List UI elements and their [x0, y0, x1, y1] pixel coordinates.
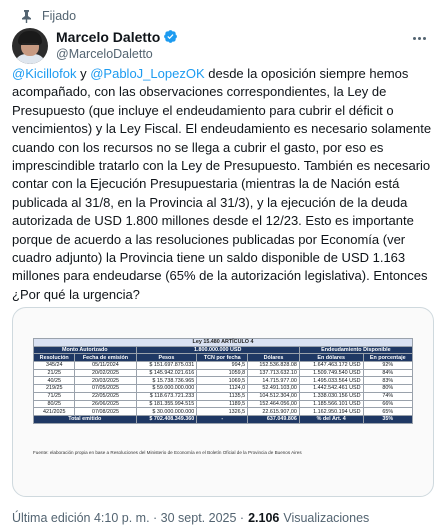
tweet-text: [12, 65, 434, 304]
tweet-body: desde la oposición siempre hemos acompañado, con las observaciones correspondientes, la Ley de Presupuesto (que incluye el endeudamiento para cubrir el déficit o vencimientos) y la Ley Fiscal. El endeudamiento es necesario solamente cuando con los recursos no se llega a cubrir el gasto, por eso es imprescindible tratarlo con la Ley de Presupuesto. También es necesario contar con la Ejecución Presupuestaria (mientras la de Nación está publicada al 31/8, en la Provincia al 31/3), y la ejecución de la deuda autorizada de USD 1.800 millones desde el 12/23. Esto es importante porque de acuerdo a las resoluciones publicadas por Economía (ver cuadro adjunto) la Provincia tiene un saldo disponible de USD 1.163 millones para endeudarse (65% de la autorización legislativa). Entonces ¿Por qué la urgencia?: [12, 66, 432, 302]
table-cell: 52.491.103,00: [248, 385, 300, 393]
table-cell: 637.049.806: [248, 415, 300, 423]
table-group-endeudamiento: Endeudamiento Disponible: [299, 346, 412, 354]
table-cell: Total emitido: [34, 415, 137, 423]
table-header: Fecha de emisión: [75, 354, 136, 362]
tweet-footer: [12, 511, 369, 525]
table-cell: 21/25: [34, 369, 75, 377]
table-cell: 1.185.566.101 USD: [299, 400, 363, 408]
table-row: [34, 408, 413, 416]
table-cell: 05/11/2024: [75, 362, 136, 370]
tweet-connector: y: [76, 66, 91, 81]
table-cell: 1.647.463.172 USD: [299, 362, 363, 370]
table-cell: 80/25: [34, 400, 75, 408]
table-cell: 35%: [363, 415, 413, 423]
table-group-monto: Monto Autorizado: [34, 346, 137, 354]
table-cell: 345/24: [34, 362, 75, 370]
table-cell: 152.464.056,00: [248, 400, 300, 408]
mention-kicillof[interactable]: @Kicillofok: [12, 66, 77, 81]
table-row: [34, 392, 413, 400]
pinned-label: Fijado: [42, 9, 77, 23]
table-title: Ley 15.480 ARTÍCULO 4: [34, 339, 413, 347]
table-header: Pesos: [136, 354, 197, 362]
table-cell: 1326,5: [197, 408, 248, 416]
table-group-monto-value: 1.800.000.000 USD: [136, 346, 299, 354]
table-cell: 1.442.542.461 USD: [299, 385, 363, 393]
table-cell: 07/08/2025: [75, 408, 136, 416]
table-cell: 14.715.977.00: [248, 377, 300, 385]
mention-pablo-lopez[interactable]: @PabloJ_LopezOK: [90, 66, 205, 81]
table-header: TCN por fecha: [197, 354, 248, 362]
table-cell: 1.495.033.564 USD: [299, 377, 363, 385]
table-cell: $ 118.673.721.233: [136, 392, 197, 400]
more-options-icon[interactable]: [407, 28, 431, 48]
table-row: [34, 377, 413, 385]
table-header: Dólares: [248, 354, 300, 362]
table-cell: -: [197, 415, 248, 423]
table-cell: $ 15.738.736.965: [136, 377, 197, 385]
table-header: Resolución: [34, 354, 75, 362]
table-row: [34, 385, 413, 393]
avatar[interactable]: [12, 28, 48, 64]
author-handle[interactable]: @MarceloDaletto: [56, 47, 153, 61]
views-label: Visualizaciones: [283, 511, 370, 525]
table-row: [34, 369, 413, 377]
table-cell: $ 59.000.000.000: [136, 385, 197, 393]
table-cell: 74%: [363, 392, 413, 400]
views-count: 2.106: [248, 511, 280, 525]
table-cell: 83%: [363, 377, 413, 385]
table-cell: % del Art. 4: [299, 415, 363, 423]
table-cell: $ 181.355.994.515: [136, 400, 197, 408]
table-cell: 65%: [363, 408, 413, 416]
table-cell: 421/2025: [34, 408, 75, 416]
attached-image[interactable]: [12, 307, 434, 497]
table-source-note: Fuente: elaboración propia en base a Resoluciones del Ministerio de Economía en el Boletín Oficial de la Provincia de Buenos Aires: [33, 450, 302, 455]
table-cell: 1069,5: [197, 377, 248, 385]
pin-icon: [20, 9, 32, 23]
table-cell: 994,5: [197, 362, 248, 370]
table-cell: 1189,5: [197, 400, 248, 408]
table-cell: 92%: [363, 362, 413, 370]
author-block: [56, 28, 178, 61]
table-cell: 104.512.304,00: [248, 392, 300, 400]
table-row: [34, 362, 413, 370]
table-cell: 1059,8: [197, 369, 248, 377]
table-cell: 26/06/2025: [75, 400, 136, 408]
table-cell: 20/02/2025: [75, 369, 136, 377]
table-cell: 07/05/2025: [75, 385, 136, 393]
table-cell: $ 151.697.875.031: [136, 362, 197, 370]
table-cell: 80%: [363, 385, 413, 393]
table-cell: $ 30.000.000.000: [136, 408, 197, 416]
table-cell: 1.338.030.156 USD: [299, 392, 363, 400]
table-row: [34, 400, 413, 408]
author-name[interactable]: Marcelo Daletto: [56, 28, 161, 45]
table-cell: 137.713.632.10: [248, 369, 300, 377]
table-total-row: [34, 415, 413, 423]
table-cell: 20/03/2025: [75, 377, 136, 385]
table-cell: 66%: [363, 400, 413, 408]
table-cell: $ 145.942.021.616: [136, 369, 197, 377]
verified-badge-icon: [163, 29, 178, 44]
pinned-indicator: [20, 8, 76, 24]
table-cell: 219/25: [34, 385, 75, 393]
table-cell: 22/05/2025: [75, 392, 136, 400]
table-cell: 152.536.828.08: [248, 362, 300, 370]
table-cell: 22.615.907,00: [248, 408, 300, 416]
table-cell: 71/25: [34, 392, 75, 400]
edited-timestamp[interactable]: Última edición 4:10 p. m. · 30 sept. 2025 ·: [12, 511, 245, 525]
table-cell: $ 702.408.349.360: [136, 415, 197, 423]
table-cell: 1124,0: [197, 385, 248, 393]
table-header: En dólares: [299, 354, 363, 362]
table-cell: 84%: [363, 369, 413, 377]
table-header: En porcentaje: [363, 354, 413, 362]
table-cell: 1135,5: [197, 392, 248, 400]
table-cell: 1.162.950.194 USD: [299, 408, 363, 416]
debt-table: [33, 338, 413, 424]
table-cell: 40/25: [34, 377, 75, 385]
table-cell: 1.509.749.540 USD: [299, 369, 363, 377]
